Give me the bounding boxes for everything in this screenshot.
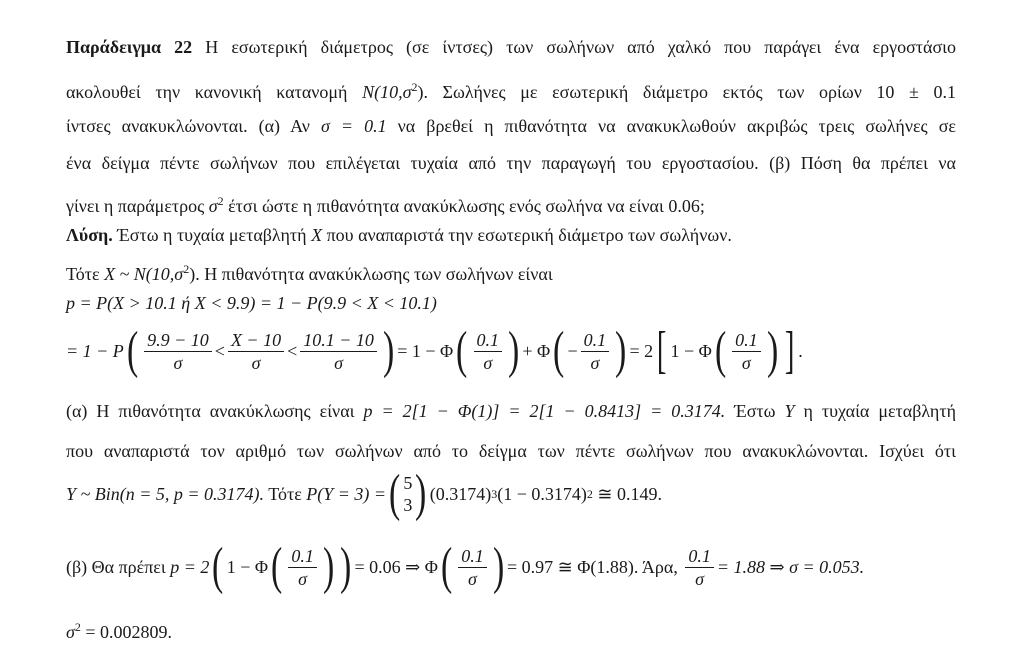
example-text-2b: Σωλήνες με εσωτερική διάμετρο εκτός των ορίων — [442, 82, 877, 102]
solution-text-5a: (α) Η πιθανότητα ανακύκλωσης είναι — [66, 401, 364, 421]
fraction-4 — [474, 329, 503, 374]
x-distribution: X ~ N(10,σ — [104, 264, 184, 284]
eq-inner-phi: 1 − Φ — [670, 341, 712, 361]
sigma-squared-result — [66, 616, 172, 643]
example-label: Παράδειγμα 22 — [66, 37, 193, 57]
fraction-3 — [300, 329, 377, 374]
pb-inner: 1 − Φ — [226, 557, 268, 577]
normal-dist-close: ). — [417, 82, 443, 102]
lt-2: < — [287, 341, 298, 361]
example-line-5 — [66, 190, 705, 217]
pb-fraction-1-num: 0.1 — [288, 545, 317, 568]
paren-close-3: ) — [615, 322, 627, 379]
binom-base-1: (0.3174) — [429, 484, 492, 504]
fraction-1 — [144, 329, 212, 374]
paren-open-4: ( — [714, 322, 727, 379]
fraction-3-num: 10.1 − 10 — [300, 329, 377, 352]
example-line-3 — [66, 115, 956, 137]
fraction-5 — [581, 329, 610, 374]
fraction-6 — [732, 329, 761, 374]
x-dist-exp: 2 — [183, 262, 190, 276]
pb-fraction-2-num: 0.1 — [458, 545, 487, 568]
solution-text-5b: Έστω — [725, 401, 785, 421]
paren-open-3: ( — [553, 322, 565, 379]
fraction-1-den: σ — [173, 352, 183, 373]
variable-y: Y — [784, 401, 795, 421]
paren-close-2: ) — [508, 322, 520, 379]
sigma-exp: 2 — [217, 194, 224, 208]
sigma-sq-symbol: σ — [66, 622, 75, 642]
example-line-1 — [66, 36, 956, 58]
solution-line-5 — [66, 400, 956, 422]
probability-y3: P(Y = 3) = — [306, 484, 387, 504]
fraction-1-num: 9.9 − 10 — [144, 329, 212, 352]
fraction-5-den: σ — [590, 352, 600, 373]
normal-distribution — [362, 82, 442, 102]
part-b-equation — [66, 539, 864, 595]
example-text-3b: να βρεθεί η πιθανότητα να ανακυκλωθούν ακριβώς τρεις σωλήνες σε — [386, 116, 956, 136]
part-b-expr: p = 2 — [170, 557, 210, 577]
fraction-4-num: 0.1 — [474, 329, 503, 352]
binom-paren-close: ) — [415, 465, 427, 522]
sigma-sq-exp: 2 — [74, 620, 81, 634]
binom-base-2: (1 − 0.3174) — [497, 484, 587, 504]
solution-line-6 — [66, 440, 956, 462]
binomial-equation — [66, 465, 662, 522]
paren-open-2: ( — [456, 322, 468, 379]
binom-exp-2: 2 — [586, 487, 593, 501]
binomial-coefficient — [386, 465, 430, 522]
normal-dist-exp: 2 — [411, 80, 418, 94]
binom-n: 5 — [403, 473, 413, 493]
example-text-2a: ακολουθεί την κανονική κατανομή — [66, 82, 363, 102]
example-text-4: ένα δείγμα πέντε σωλήνων που επιλέγεται τυχαία από την παραγωγή του εργοστασίου. (β) Πόση θα πρέπει να — [66, 153, 956, 173]
example-text-1: Η εσωτερική διάμετρος (σε ίντσες) των σωλήνων από χαλκό που παράγει ένα εργοστάσιο — [192, 37, 956, 57]
pb-ara: Άρα, — [638, 557, 683, 577]
pb-fraction-2-den: σ — [468, 568, 477, 589]
limits-value: 10 ± 0.1 — [876, 82, 956, 102]
pb-paren-close: ) — [340, 538, 352, 595]
pb-paren-open-3: ( — [440, 538, 453, 595]
fraction-5-num: 0.1 — [581, 329, 610, 352]
probability-value: p = 2[1 − Φ(1)] = 2[1 − 0.8413] = 0.3174. — [363, 401, 726, 421]
pb-paren-close-2: ) — [322, 538, 335, 595]
eq-plus-phi: + Φ — [522, 341, 551, 361]
example-text-5b: έτσι ώστε η πιθανότητα ανακύκλωσης ενός σωλήνα να είναι 0.06; — [223, 196, 705, 216]
pb-fraction-3-num: 0.1 — [685, 545, 714, 568]
sigma-value: σ = 0.1 — [320, 116, 387, 136]
solution-text-2a: Τότε — [66, 264, 105, 284]
example-text-3a: ίντσες ανακυκλώνονται. (α) Αν — [66, 116, 321, 136]
eq-two: = 2 — [629, 341, 654, 361]
example-line-2 — [66, 76, 956, 103]
lt-1: < — [214, 341, 225, 361]
paren-close: ) — [382, 322, 395, 379]
solution-text-5c: η τυχαία μεταβλητή — [794, 401, 956, 421]
binom-result: ≅ 0.149. — [592, 484, 662, 504]
pb-paren-open-2: ( — [271, 538, 283, 595]
fraction-6-den: σ — [741, 352, 751, 373]
eq-start: = 1 − P — [66, 341, 124, 361]
bracket-close: ] — [784, 322, 795, 379]
normal-dist-text: N(10,σ — [362, 82, 412, 102]
fraction-2-den: σ — [251, 352, 261, 373]
paren-open: ( — [126, 322, 139, 379]
pb-fraction-1 — [288, 545, 317, 590]
solution-label: Λύση. — [66, 225, 113, 245]
bracket-open: [ — [657, 322, 667, 379]
pb-fraction-3 — [685, 545, 714, 590]
solution-line-2 — [66, 258, 553, 285]
probability-equation-1 — [66, 292, 437, 314]
solution-text-6: που αναπαριστά τον αριθμό των σωλήνων από το δείγμα των πέντε σωλήνων που ανακυκλώνονται. Ισχύει ότι — [66, 441, 956, 461]
probability-equation-2 — [66, 323, 803, 379]
binom-paren-open: ( — [389, 465, 401, 522]
part-b-label: (β) Θα πρέπει — [66, 557, 171, 577]
solution-text-2b: . Η πιθανότητα ανακύκλωσης των σωλήνων είναι — [195, 264, 553, 284]
pb-approx: = 0.97 ≅ Φ(1.88). — [507, 557, 639, 577]
probability-equation-text: p = P(X > 10.1 ή X < 9.9) = 1 − P(9.9 < X < 10.1) — [66, 293, 437, 313]
solution-text-1b: που αναπαριστά την εσωτερική διάμετρο των σωλήνων. — [322, 225, 732, 245]
pb-eq: = 0.06 ⇒ Φ — [354, 557, 438, 577]
example-line-4 — [66, 152, 956, 174]
fraction-2-num: X − 10 — [228, 329, 284, 352]
eq-phi-1: = 1 − Φ — [397, 341, 454, 361]
example-text-5a: γίνει η παράμετρος — [66, 196, 209, 216]
paren-close-4: ) — [766, 322, 778, 379]
eq-end: . — [798, 341, 803, 361]
x-dist-close: ) — [189, 264, 196, 284]
y-distribution: Y ~ Bin(n = 5, p = 0.3174). — [66, 484, 265, 504]
pb-paren-open: ( — [212, 538, 224, 595]
pb-fraction-2 — [458, 545, 487, 590]
fraction-6-num: 0.1 — [732, 329, 761, 352]
sigma-symbol: σ — [208, 196, 218, 216]
pb-fraction-1-den: σ — [298, 568, 308, 589]
binom-stack — [403, 472, 412, 516]
pb-fraction-3-den: σ — [695, 568, 705, 589]
solution-line-1 — [66, 224, 732, 246]
pb-final: = 1.88 ⇒ σ = 0.053. — [716, 557, 865, 577]
tote-text: Τότε — [264, 484, 307, 504]
solution-text-1a: Έστω η τυχαία μεταβλητή — [112, 225, 312, 245]
fraction-4-den: σ — [483, 352, 493, 373]
binom-exp-1: 3 — [491, 487, 498, 501]
pb-paren-close-3: ) — [492, 538, 504, 595]
eq-minus: − — [567, 341, 578, 361]
variable-x: X — [311, 225, 323, 245]
fraction-2 — [228, 329, 284, 374]
fraction-3-den: σ — [334, 352, 344, 373]
binom-k: 3 — [403, 495, 413, 515]
sigma-sq-value: = 0.002809. — [80, 622, 173, 642]
